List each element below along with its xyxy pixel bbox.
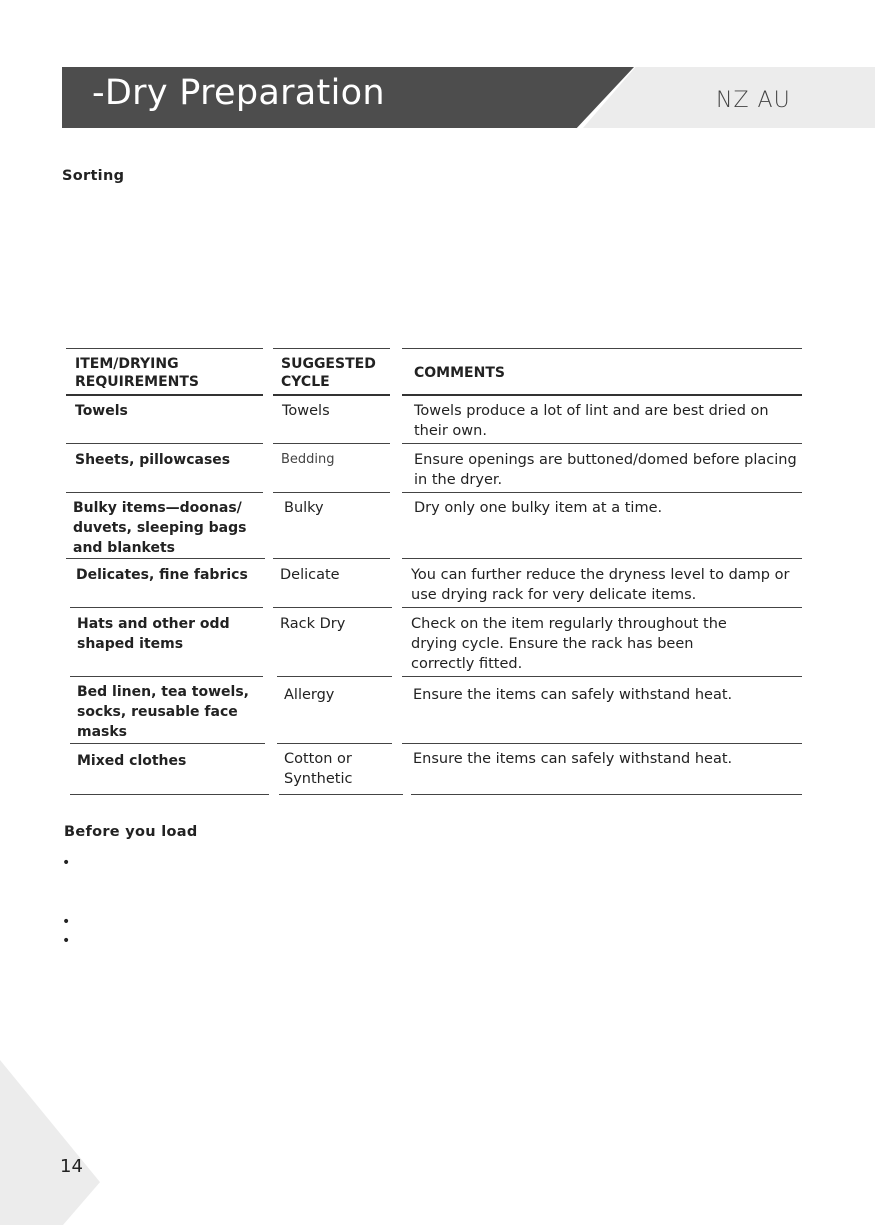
region-label: NZ AU bbox=[716, 88, 791, 113]
header-comments: COMMENTS bbox=[414, 365, 505, 381]
table-row-comment: You can further reduce the dryness level to damp or use drying rack for very delicate items. bbox=[411, 567, 790, 603]
table-rule bbox=[273, 348, 390, 349]
table-row-comment: Ensure the items can safely withstand heat. bbox=[413, 687, 733, 703]
table-rule bbox=[66, 558, 265, 559]
table-row-cycle: Rack Dry bbox=[280, 616, 346, 632]
table-row-cycle: Towels bbox=[282, 403, 330, 419]
table-row-comment: Towels produce a lot of lint and are best dried on their own. bbox=[414, 403, 769, 439]
table-rule bbox=[66, 492, 263, 493]
table-rule bbox=[402, 607, 802, 608]
table-rule bbox=[66, 394, 263, 396]
table-rule bbox=[279, 794, 403, 795]
header-cycle: SUGGESTED CYCLE bbox=[281, 356, 376, 390]
corner-decoration bbox=[0, 1060, 100, 1225]
table-rule bbox=[402, 743, 802, 744]
table-rule bbox=[70, 743, 265, 744]
table-row-comment: Ensure the items can safely withstand heat. bbox=[413, 751, 733, 767]
table-rule bbox=[273, 492, 390, 493]
table-rule bbox=[402, 676, 802, 677]
table-rule bbox=[402, 558, 802, 559]
table-rule bbox=[277, 743, 392, 744]
table-rule bbox=[402, 443, 802, 444]
sorting-heading: Sorting bbox=[62, 168, 125, 184]
table-rule bbox=[411, 794, 802, 795]
table-rule bbox=[402, 394, 802, 396]
table-rule bbox=[273, 558, 390, 559]
bullet-3: • bbox=[62, 933, 71, 949]
table-row-comment: Check on the item regularly throughout the drying cycle. Ensure the rack has been correctly fitted. bbox=[411, 616, 727, 672]
table-rule bbox=[273, 607, 392, 608]
table-rule bbox=[402, 348, 802, 349]
table-rule bbox=[277, 676, 392, 677]
table-row-item: Hats and other odd shaped items bbox=[77, 616, 230, 652]
table-rule bbox=[66, 443, 263, 444]
table-rule bbox=[70, 607, 263, 608]
table-row-comment: Dry only one bulky item at a time. bbox=[414, 500, 663, 516]
before-load-heading: Before you load bbox=[64, 824, 198, 840]
table-rule bbox=[70, 794, 269, 795]
table-row-cycle: Cotton or Synthetic bbox=[284, 751, 353, 787]
table-row-item: Delicates, fine fabrics bbox=[76, 567, 248, 583]
table-rule bbox=[70, 676, 263, 677]
table-row-item: Mixed clothes bbox=[77, 753, 187, 769]
table-row-cycle: Bulky bbox=[284, 500, 324, 516]
bullet-2: • bbox=[62, 914, 71, 930]
header-item: ITEM/DRYING REQUIREMENTS bbox=[75, 356, 200, 390]
table-rule bbox=[273, 443, 390, 444]
table-row-item: Bed linen, tea towels, socks, reusable face masks bbox=[77, 684, 249, 740]
table-rule bbox=[273, 394, 390, 396]
table-rule bbox=[402, 492, 802, 493]
table-row-item: Sheets, pillowcases bbox=[75, 452, 231, 468]
page-title: -Dry Preparation bbox=[92, 73, 385, 113]
page-number: 14 bbox=[60, 1156, 83, 1177]
bullet-1: • bbox=[62, 855, 71, 871]
table-rule bbox=[66, 348, 263, 349]
table-row-item: Bulky items—doonas/ duvets, sleeping bags and blankets bbox=[73, 500, 247, 556]
table-row-comment: Ensure openings are buttoned/domed before placing in the dryer. bbox=[414, 452, 797, 488]
table-row-cycle: Delicate bbox=[280, 567, 340, 583]
table-row-cycle: Allergy bbox=[284, 687, 335, 703]
table-row-cycle: Bedding bbox=[281, 452, 335, 467]
table-row-item: Towels bbox=[75, 403, 128, 419]
